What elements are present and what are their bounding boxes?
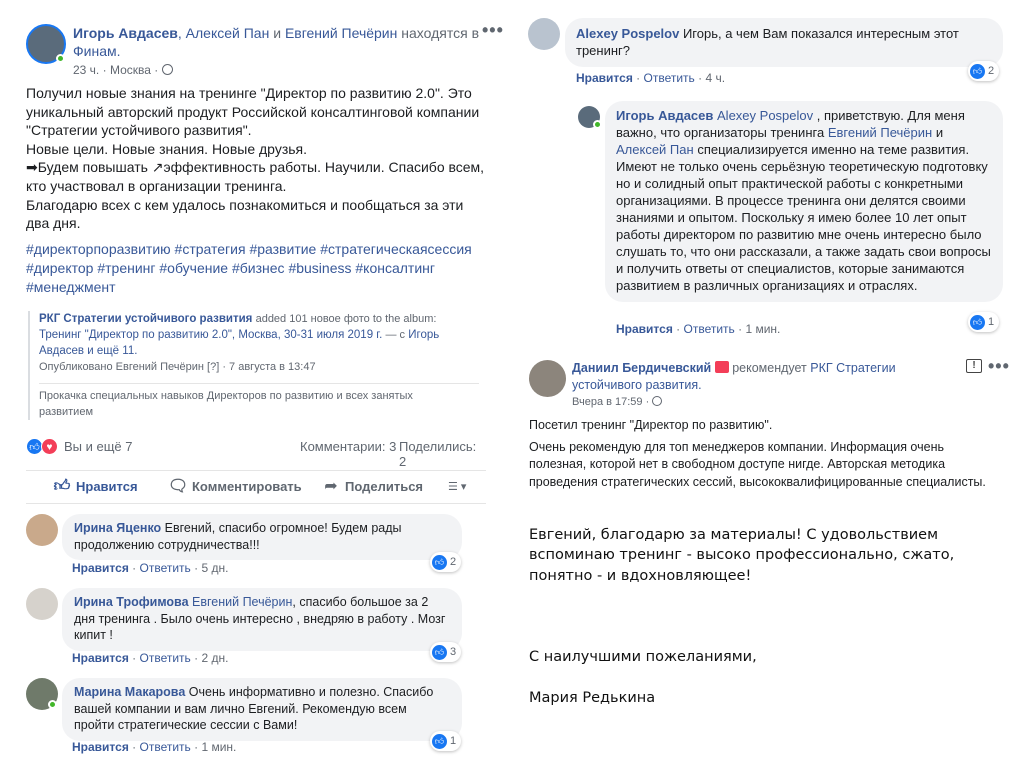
avatar[interactable] <box>529 360 566 397</box>
recommendation-header <box>572 360 952 393</box>
more-options-icon[interactable]: ••• <box>482 20 504 40</box>
reactions-text[interactable]: Вы и ещё 7 <box>64 439 133 454</box>
shared-published: Опубликовано Евгений Печёрин [?] · 7 августа в 13:47 <box>39 361 316 373</box>
reaction-summary[interactable] <box>26 437 486 469</box>
globe-icon <box>162 64 173 75</box>
divider <box>39 383 479 384</box>
comment-time[interactable]: 4 ч. <box>705 71 726 85</box>
like-icon: 👍︎ <box>53 478 71 495</box>
comment-text: Очень информативно и полезно. Спасибо вашей компании и вам лично Евгений. Рекомендую всем пройти стратегические сессии с Вами! <box>74 685 434 732</box>
comment-tag[interactable]: Евгений Печёрин <box>192 595 293 609</box>
letter-closing: С наилучшими пожеланиями, <box>529 649 757 665</box>
comment-meta: Нравится · Ответить · 2 дн. <box>72 651 229 665</box>
audience-selector[interactable]: ☰ ▾ <box>448 481 467 493</box>
shared-people[interactable]: Игорь Авдасев и ещё 11. <box>39 329 440 357</box>
post-meta: 23 ч. · Москва · <box>73 63 173 77</box>
comment-author[interactable]: Марина Макарова <box>74 685 186 699</box>
shared-description: Прокачка специальных навыков Директоров по развитию и всех занятых развитием <box>39 390 413 418</box>
comment-reply-link[interactable]: Ответить <box>139 561 191 575</box>
comment-like-link[interactable]: Нравится <box>72 651 129 665</box>
post-place: Москва <box>109 63 151 77</box>
comment-like-link[interactable]: Нравится <box>576 71 633 85</box>
avatar[interactable] <box>26 514 58 546</box>
comment-text: , спасибо большое за 2 дня тренинга . Было очень интересно , внедряю в работу . Мозг кипит ! <box>74 595 446 642</box>
recommend-verb: рекомендует <box>732 361 807 375</box>
location-text: находятся в <box>401 25 480 41</box>
shared-added: added 101 новое фото to the album: <box>255 313 437 325</box>
comment-meta: Нравится · Ответить · 1 мин. <box>72 740 237 754</box>
like-icon: 👍︎ <box>432 645 447 660</box>
comment-reply-link[interactable]: Ответить <box>139 740 191 754</box>
avatar[interactable] <box>26 588 58 620</box>
letter-signature: Мария Редькина <box>529 690 656 706</box>
comment-like-badge[interactable]: 👍︎ 3 <box>430 642 461 662</box>
recommendation-line-2: Очень рекомендую для топ менеджеров компании. Информация очень полезная, которой нет в свободном доступе нигде. Авторская методика проведения стратегических сессий, высококвалифицированные специалисты. <box>529 439 986 489</box>
comment-bubble <box>62 514 462 560</box>
location-link[interactable]: Финам. <box>73 43 121 59</box>
comment-like-badge[interactable]: 👍︎ 1 <box>430 731 461 751</box>
post-actions-bar <box>26 470 486 504</box>
share-label: Поделиться <box>345 479 424 494</box>
comment-icon: 🗨︎ <box>168 478 189 495</box>
comment-meta: Нравится · Ответить · 1 мин. <box>616 322 781 336</box>
like-icon: 👍︎ <box>432 734 447 749</box>
letter <box>529 504 1009 729</box>
recommendation-text <box>529 417 999 491</box>
report-icon[interactable]: ! <box>966 359 982 373</box>
reply-tag[interactable]: Alexey Pospelov <box>717 108 814 123</box>
recommended-page[interactable]: РКГ Стратегии устойчивого развития. <box>572 361 896 392</box>
reply-text-2: специализируется именно на теме развития. Имеют не только очень серьёзную теоретическую подготовку но и солидный опыт практической работы с конкретными организациями. В процессе тренинга они делятся своими знаниями и опытом. Поскольку я имею более 10 лет опыт работы директором по развитию мне очень интересно было слушать то, что они рассказали, а также задать свои вопросы и получить ответы от специалистов, которые занимаются развитием в различных организациях и отраслях. <box>616 142 991 293</box>
more-options-icon[interactable]: ••• <box>988 356 1010 376</box>
comment-author[interactable]: Ирина Трофимова <box>74 595 189 609</box>
recommender-name[interactable]: Даниил Бердичевский <box>572 361 712 375</box>
comment-bubble <box>62 588 462 651</box>
comment-text: Игорь, а чем Вам показался интересным этот тренинг? <box>576 26 959 58</box>
recommend-icon <box>715 361 729 373</box>
reply-tag-2[interactable]: Евгений Печёрин <box>827 125 933 140</box>
letter-body: Евгений, благодарю за материалы! С удовольствием вспоминаю тренинг - высоко профессионально, сжато, понятно - и вдохновляющее! <box>529 526 955 584</box>
love-icon: ♥ <box>41 438 58 455</box>
tagged-person-2[interactable]: Евгений Печёрин <box>284 25 398 41</box>
post-time[interactable]: 23 ч. <box>73 63 100 77</box>
comment-time[interactable]: 1 мин. <box>745 322 781 336</box>
post-author-name[interactable]: Игорь Авдасев <box>73 25 178 41</box>
comment-like-badge[interactable]: 👍︎ 2 <box>430 552 461 572</box>
comment-like-link[interactable]: Нравится <box>72 740 129 754</box>
reply-and: и <box>935 125 944 140</box>
shared-album-block[interactable] <box>28 311 468 420</box>
shared-album[interactable]: Тренинг "Директор по развитию 2.0", Москва, 30-31 июля 2019 г. <box>39 329 383 341</box>
comment-meta: Нравится · Ответить · 5 дн. <box>72 561 229 575</box>
comment-text: Евгений, спасибо огромное! Будем рады продолжению сотрудничества!!! <box>74 521 402 552</box>
online-indicator <box>56 54 65 63</box>
comment-like-badge[interactable]: 👍︎ 1 <box>968 312 999 332</box>
comment-reply-link[interactable]: Ответить <box>139 651 191 665</box>
shares-count[interactable]: Поделились: 2 <box>399 439 477 469</box>
recommendation-line-1: Посетил тренинг "Директор по развитию". <box>529 418 773 432</box>
like-button[interactable] <box>52 471 138 503</box>
comment-time[interactable]: 1 мин. <box>201 740 237 754</box>
reply-bubble <box>605 101 1003 302</box>
comment-bubble <box>565 18 1003 67</box>
comment-time[interactable]: 2 дн. <box>201 651 229 665</box>
comment-reply-link[interactable]: Ответить <box>683 322 735 336</box>
avatar[interactable] <box>528 18 560 50</box>
comment-author[interactable]: Ирина Яценко <box>74 521 162 535</box>
comment-bubble <box>62 678 462 741</box>
post-text: Получил новые знания на тренинге "Директор по развитию 2.0". Это уникальный авторский продукт Российской консалтинговой компании "Стратегии устойчивого развития". Новые цели. Новые знания. Новые друзья. ➡Будем повышать ↗эффективность работы. Научили. Спасибо всем, кто участвовал в организации тренинга. Благодарю всех с кем удалось познакомиться и пообщаться за эти два дня. <box>26 85 485 232</box>
comment-reply-link[interactable]: Ответить <box>643 71 695 85</box>
like-icon: 👍︎ <box>970 315 985 330</box>
globe-icon <box>652 396 662 406</box>
comments-count[interactable]: Комментарии: 3 <box>300 439 397 454</box>
and-word: и <box>273 25 282 41</box>
reply-author[interactable]: Игорь Авдасев <box>616 108 714 123</box>
comment-author[interactable]: Alexey Pospelov <box>576 26 680 41</box>
comment-like-link[interactable]: Нравится <box>616 322 673 336</box>
tagged-person-1[interactable]: Алексей Пан <box>185 25 270 41</box>
recommendation-time[interactable]: Вчера в 17:59 <box>572 396 643 408</box>
comment-like-badge[interactable]: 👍︎ 2 <box>968 61 999 81</box>
shared-group-name[interactable]: РКГ Стратегии устойчивого развития <box>39 313 253 325</box>
online-indicator <box>48 700 57 709</box>
comment-label: Комментировать <box>192 479 302 494</box>
comment-time[interactable]: 5 дн. <box>201 561 229 575</box>
comment-meta: Нравится · Ответить · 4 ч. <box>576 71 726 85</box>
like-icon: 👍︎ <box>26 438 43 455</box>
shared-with: — с <box>385 329 406 341</box>
online-indicator <box>593 120 602 129</box>
recommendation-meta: Вчера в 17:59 · <box>572 396 662 408</box>
post-hashtags[interactable]: #директорпоразвитию #стратегия #развитие #стратегическаясессия #директор #тренинг #обучение #бизнес #business #консалтинг #менеджмент <box>26 241 472 295</box>
like-icon: 👍︎ <box>970 64 985 79</box>
reply-tag-3[interactable]: Алексей Пан <box>616 142 694 157</box>
reply-text-1: , приветствую. Для меня важно, что организаторы тренинга <box>616 108 965 140</box>
like-icon: 👍︎ <box>432 555 447 570</box>
comment-like-link[interactable]: Нравится <box>72 561 129 575</box>
share-icon: ➦ <box>324 478 338 495</box>
like-label: Нравится <box>76 479 138 494</box>
share-button[interactable] <box>321 471 423 503</box>
comment-button[interactable] <box>168 471 302 503</box>
post-author-line: Игорь Авдасев, Алексей Пан и Евгений Печёрин находятся в Финам. <box>73 25 480 59</box>
